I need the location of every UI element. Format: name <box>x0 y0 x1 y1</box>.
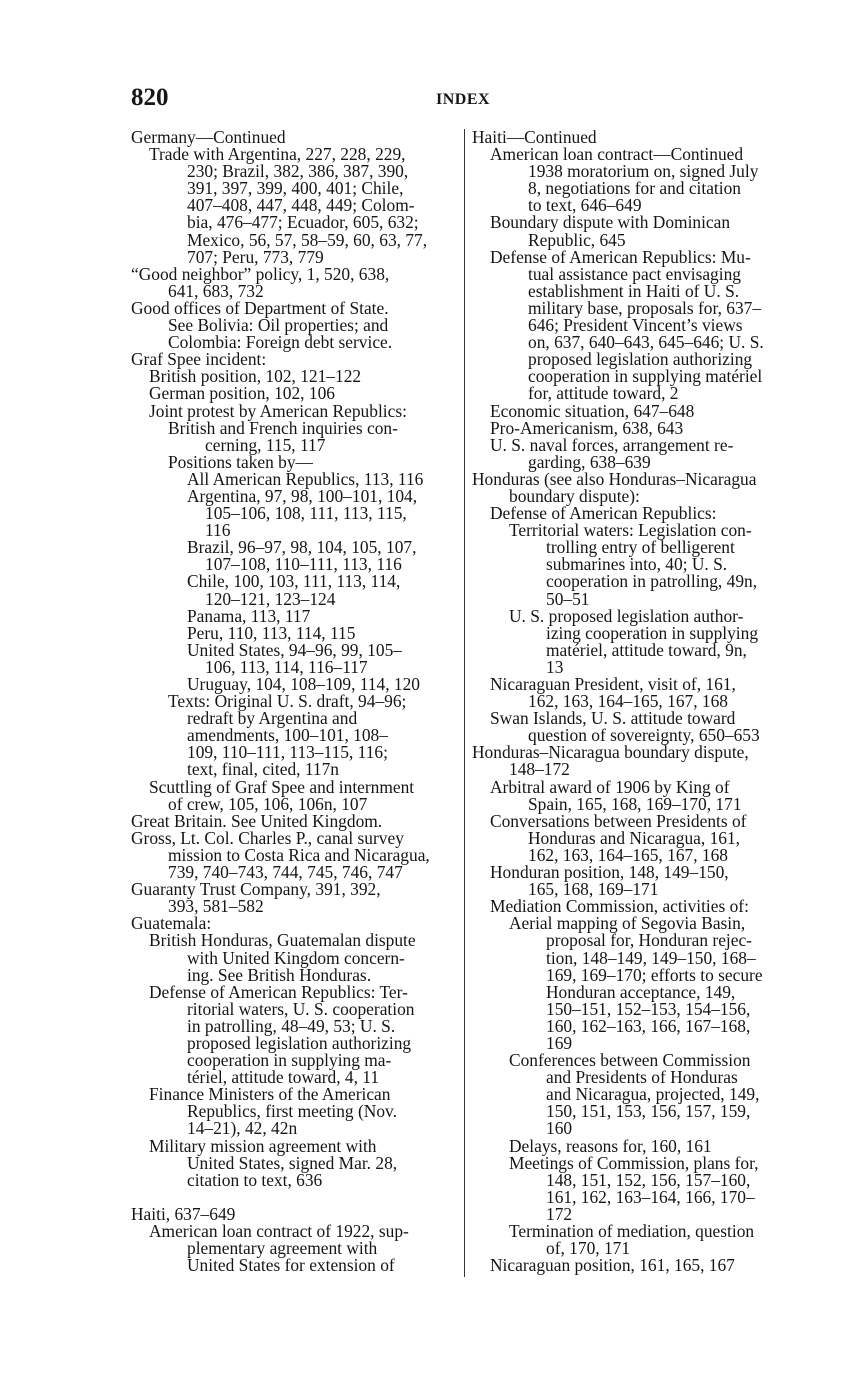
index-line: on, 637, 640–643, 645–646; U. S. <box>528 332 764 353</box>
index-column-right <box>472 129 802 1274</box>
index-line: Honduras and Nicaragua, 161, <box>528 827 740 848</box>
index-line: Texts: Original U. S. draft, 94–96; <box>168 691 407 712</box>
index-line: 14–21), 42, 42n <box>187 1118 298 1139</box>
index-line: proposed legislation authorizing <box>528 349 753 370</box>
index-line: 391, 397, 399, 400, 401; Chile, <box>187 178 404 199</box>
index-line: 169 <box>546 1032 573 1053</box>
index-line: mission to Costa Rica and Nicaragua, <box>168 844 430 865</box>
index-line: Honduran acceptance, 149, <box>546 981 736 1002</box>
index-line: Termination of mediation, question <box>509 1221 755 1241</box>
index-line: Germany—Continued <box>131 127 286 147</box>
index-line: Guatemala: <box>131 913 212 934</box>
index-line: Mexico, 56, 57, 58–59, 60, 63, 77, <box>187 229 428 250</box>
index-line: Nicaraguan position, 161, 165, 167 <box>490 1255 735 1276</box>
index-line: matériel, attitude toward, 9n, <box>546 639 747 660</box>
index-line: Great Britain. See United Kingdom. <box>131 810 383 831</box>
index-line: 105–106, 108, 111, 113, 115, <box>205 503 407 524</box>
index-line: bia, 476–477; Ecuador, 605, 632; <box>187 212 419 233</box>
index-line: Spain, 165, 168, 169–170, 171 <box>528 793 742 814</box>
index-line: 160 <box>546 1118 573 1139</box>
index-line: 230; Brazil, 382, 386, 387, 390, <box>187 161 409 182</box>
index-line: with United Kingdom concern- <box>187 947 405 968</box>
index-line: Colombia: Foreign debt service. <box>168 332 393 353</box>
index-line: tériel, attitude toward, 4, 11 <box>187 1067 380 1088</box>
index-line: garding, 638–639 <box>528 451 651 472</box>
index-line: Conversations between Presidents of <box>490 810 747 831</box>
index-line: redraft by Argentina and <box>187 708 358 729</box>
index-line: British Honduras, Guatemalan dispute <box>149 930 416 951</box>
index-line: Scuttling of Graf Spee and internment <box>149 776 415 797</box>
column-divider <box>464 129 465 1277</box>
index-line: tual assistance pact envisaging <box>528 263 741 284</box>
index-line: establishment in Haiti of U. S. <box>528 280 740 301</box>
index-line: 160, 162–163, 166, 167–168, <box>546 1015 751 1036</box>
index-line: Republics, first meeting (Nov. <box>187 1101 397 1122</box>
index-line: izing cooperation in supplying <box>546 622 759 643</box>
index-line: cooperation in patrolling, 49n, <box>546 571 758 592</box>
index-line: in patrolling, 48–49, 53; U. S. <box>187 1015 396 1036</box>
index-line: Mediation Commission, activities of: <box>490 896 749 917</box>
index-line: cooperation in supplying matériel <box>528 366 763 387</box>
index-line: British and French inquiries con- <box>168 417 398 438</box>
index-line: Gross, Lt. Col. Charles P., canal survey <box>131 827 404 848</box>
index-line: 109, 110–111, 113–115, 116; <box>187 742 388 763</box>
index-line: Boundary dispute with Dominican <box>490 212 731 233</box>
index-line: of, 170, 171 <box>546 1238 631 1259</box>
index-line: American loan contract of 1922, sup- <box>149 1220 409 1241</box>
index-line: Honduran position, 148, 149–150, <box>490 862 729 883</box>
index-line: Chile, 100, 103, 111, 113, 114, <box>187 571 401 592</box>
index-line: and Nicaragua, projected, 149, <box>546 1084 760 1105</box>
index-line: 150, 151, 153, 156, 157, 159, <box>546 1101 751 1122</box>
index-line: tion, 148–149, 149–150, 168– <box>546 947 756 968</box>
index-line: 8, negotiations for and citation <box>528 178 741 199</box>
index-line: 172 <box>546 1203 573 1224</box>
index-line: 148–172 <box>509 759 570 780</box>
index-line: United States, 94–96, 99, 105– <box>187 639 402 660</box>
index-line: Joint protest by American Republics: <box>149 400 407 421</box>
index-line: ing. See British Honduras. <box>187 964 372 985</box>
index-line: 641, 683, 732 <box>168 280 264 301</box>
index-column-left <box>131 129 459 1274</box>
index-line: Aerial mapping of Segovia Basin, <box>509 913 746 934</box>
index-line: Defense of American Republics: Ter- <box>149 981 408 1002</box>
index-line: Haiti—Continued <box>472 127 597 147</box>
index-line: Conferences between Commission <box>509 1050 751 1071</box>
index-line: U. S. naval forces, arrangement re- <box>490 434 734 455</box>
index-line: for, attitude toward, 2 <box>528 383 679 404</box>
index-line: of crew, 105, 106, 106n, 107 <box>168 793 368 814</box>
index-line: 107–108, 110–111, 113, 116 <box>205 554 402 575</box>
index-line: 165, 168, 169–171 <box>528 879 659 900</box>
index-line: to text, 646–649 <box>528 195 642 216</box>
index-line: Haiti, 637–649 <box>131 1203 236 1224</box>
index-line: Graf Spee incident: <box>131 349 267 370</box>
index-line: 739, 740–743, 744, 745, 746, 747 <box>168 862 403 883</box>
index-line: 646; President Vincent’s views <box>528 315 743 336</box>
index-line: All American Republics, 113, 116 <box>187 468 424 489</box>
index-line: proposed legislation authorizing <box>187 1032 412 1053</box>
index-line: ritorial waters, U. S. cooperation <box>187 998 415 1019</box>
index-line: text, final, cited, 117n <box>187 759 339 780</box>
index-line: 120–121, 123–124 <box>205 588 336 609</box>
index-line: 407–408, 447, 448, 449; Colom- <box>187 195 415 216</box>
index-line: 393, 581–582 <box>168 896 264 917</box>
index-line: Honduras–Nicaragua boundary dispute, <box>472 742 749 763</box>
index-line: plementary agreement with <box>187 1238 378 1258</box>
index-line: 161, 162, 163–164, 166, 170– <box>546 1186 755 1207</box>
index-line: Panama, 113, 117 <box>187 605 311 626</box>
index-line: question of sovereignty, 650–653 <box>528 725 760 746</box>
index-line: Swan Islands, U. S. attitude toward <box>490 708 736 729</box>
index-line: British position, 102, 121–122 <box>149 366 362 387</box>
index-line: Uruguay, 104, 108–109, 114, 120 <box>187 674 420 694</box>
index-line: Trade with Argentina, 227, 228, 229, <box>149 144 406 165</box>
index-line: Pro-Americanism, 638, 643 <box>490 417 684 438</box>
page-number: 820 <box>131 84 169 111</box>
index-line: Good offices of Department of State. <box>131 297 389 318</box>
index-line: citation to text, 636 <box>187 1169 323 1190</box>
index-line: German position, 102, 106 <box>149 383 335 404</box>
index-line: American loan contract—Continued <box>490 144 744 165</box>
index-line: Honduras (see also Honduras–Nicaragua <box>472 468 757 489</box>
index-line: Defense of American Republics: Mu- <box>490 246 751 267</box>
index-line: Economic situation, 647–648 <box>490 400 695 421</box>
index-line: 148, 151, 152, 156, 157–160, <box>546 1169 751 1190</box>
index-line: See Bolivia: Oil properties; and <box>168 315 389 336</box>
index-line: Positions taken by— <box>168 451 313 472</box>
index-line: Republic, 645 <box>528 229 626 250</box>
index-line: Finance Ministers of the American <box>149 1084 391 1105</box>
index-line: Guaranty Trust Company, 391, 392, <box>131 879 381 900</box>
index-line: cerning, 115, 117 <box>205 434 326 455</box>
index-line: cooperation in supplying ma- <box>187 1050 392 1071</box>
index-line: and Presidents of Honduras <box>546 1067 738 1088</box>
index-line: 1938 moratorium on, signed July <box>528 161 759 182</box>
index-line: Meetings of Commission, plans for, <box>509 1152 759 1173</box>
index-line: 116 <box>205 520 231 541</box>
index-line: Nicaraguan President, visit of, 161, <box>490 674 736 694</box>
index-line: “Good neighbor” policy, 1, 520, 638, <box>131 263 390 284</box>
index-line: 50–51 <box>546 588 590 609</box>
index-line: 150–151, 152–153, 154–156, <box>546 998 751 1019</box>
index-line: 169, 169–170; efforts to secure <box>546 964 763 985</box>
index-line: amendments, 100–101, 108– <box>187 725 388 746</box>
index-line: Territorial waters: Legislation con- <box>509 520 752 541</box>
index-line: Military mission agreement with <box>149 1135 377 1156</box>
index-line: United States, signed Mar. 28, <box>187 1152 398 1173</box>
index-line: military base, proposals for, 637– <box>528 297 762 318</box>
index-line: Brazil, 96–97, 98, 104, 105, 107, <box>187 537 417 558</box>
index-line: proposal for, Honduran rejec- <box>546 930 752 951</box>
index-line: submarines into, 40; U. S. <box>546 554 728 575</box>
index-line: boundary dispute): <box>509 485 640 506</box>
page-header <box>0 84 864 114</box>
index-line: United States for extension of <box>187 1255 395 1276</box>
index-line: Defense of American Republics: <box>490 503 717 524</box>
index-line: 106, 113, 114, 116–117 <box>205 656 368 677</box>
index-line: 162, 163, 164–165, 167, 168 <box>528 691 728 712</box>
running-head: INDEX <box>436 91 491 108</box>
index-line: Arbitral award of 1906 by King of <box>490 776 730 797</box>
index-line: 13 <box>546 656 564 677</box>
index-line: Delays, reasons for, 160, 161 <box>509 1135 712 1156</box>
index-line: Argentina, 97, 98, 100–101, 104, <box>187 485 418 506</box>
index-line: Peru, 110, 113, 114, 115 <box>187 622 356 643</box>
index-line: 162, 163, 164–165, 167, 168 <box>528 844 728 865</box>
index-line: trolling entry of belligerent <box>546 537 735 558</box>
index-line: U. S. proposed legislation author- <box>509 605 744 626</box>
index-line: 707; Peru, 773, 779 <box>187 246 324 267</box>
